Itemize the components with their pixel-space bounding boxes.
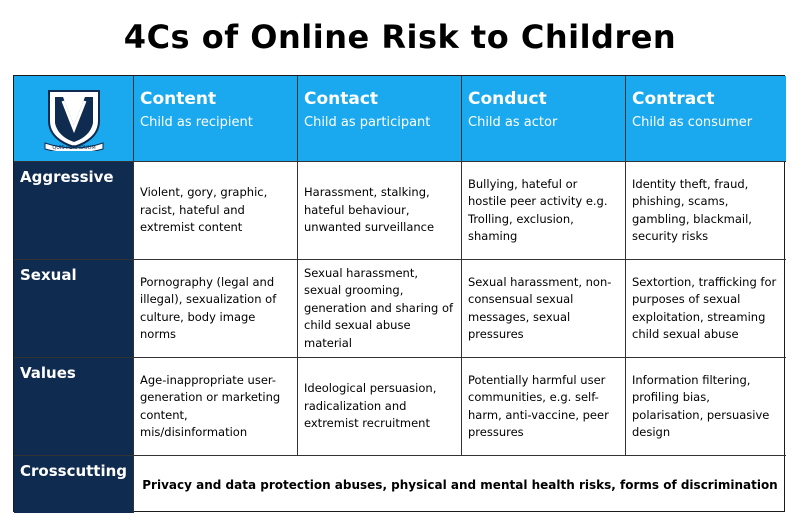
col-subtitle: Child as recipient: [140, 115, 253, 130]
table-cell: Pornography (legal and illegal), sexualization of culture, body image norms: [134, 260, 298, 358]
col-subtitle: Child as consumer: [632, 115, 753, 130]
risk-table: [13, 75, 785, 512]
col-title: Contract: [632, 89, 715, 109]
row-header-aggressive: Aggressive: [14, 162, 134, 260]
col-header-content: [134, 76, 298, 162]
table-cell: Potentially harmful user communities, e.g. self-harm, anti-vaccine, peer pressures: [462, 358, 626, 456]
row-header-crosscutting: Crosscutting: [14, 456, 134, 513]
school-crest-logo: [43, 87, 105, 151]
col-subtitle: Child as participant: [304, 115, 431, 130]
table-cell: Identity theft, fraud, phishing, scams, gambling, blackmail, security risks: [626, 162, 786, 260]
col-subtitle: Child as actor: [468, 115, 558, 130]
crest-motto: QUIS PERFIDUUM: [51, 144, 96, 151]
row-header-sexual: Sexual: [14, 260, 134, 358]
table-cell: Information filtering, profiling bias, polarisation, persuasive design: [626, 358, 786, 456]
table-cell: Sexual harassment, non-consensual sexual messages, sexual pressures: [462, 260, 626, 358]
table-cell: Harassment, stalking, hateful behaviour, unwanted surveillance: [298, 162, 462, 260]
crosscutting-cell: Privacy and data protection abuses, physical and mental health risks, forms of discrimination: [142, 477, 778, 492]
table-cell: Sexual harassment, sexual grooming, generation and sharing of child sexual abuse material: [298, 260, 462, 358]
col-header-contact: [298, 76, 462, 162]
row-header-values: Values: [14, 358, 134, 456]
logo-cell: [14, 76, 134, 162]
col-header-conduct: [462, 76, 626, 162]
table-cell: Violent, gory, graphic, racist, hateful and extremist content: [134, 162, 298, 260]
col-title: Conduct: [468, 89, 547, 109]
table-cell: Age-inappropriate user-generation or marketing content, mis/disinformation: [134, 358, 298, 456]
table-cell: Ideological persuasion, radicalization and extremist recruitment: [298, 358, 462, 456]
col-header-contract: [626, 76, 786, 162]
page-title: 4Cs of Online Risk to Children: [123, 18, 677, 56]
table-cell: Bullying, hateful or hostile peer activity e.g. Trolling, exclusion, shaming: [462, 162, 626, 260]
table-cell: Sextortion, trafficking for purposes of sexual exploitation, streaming child sexual abuse: [626, 260, 786, 358]
col-title: Content: [140, 89, 217, 109]
col-title: Contact: [304, 89, 379, 109]
